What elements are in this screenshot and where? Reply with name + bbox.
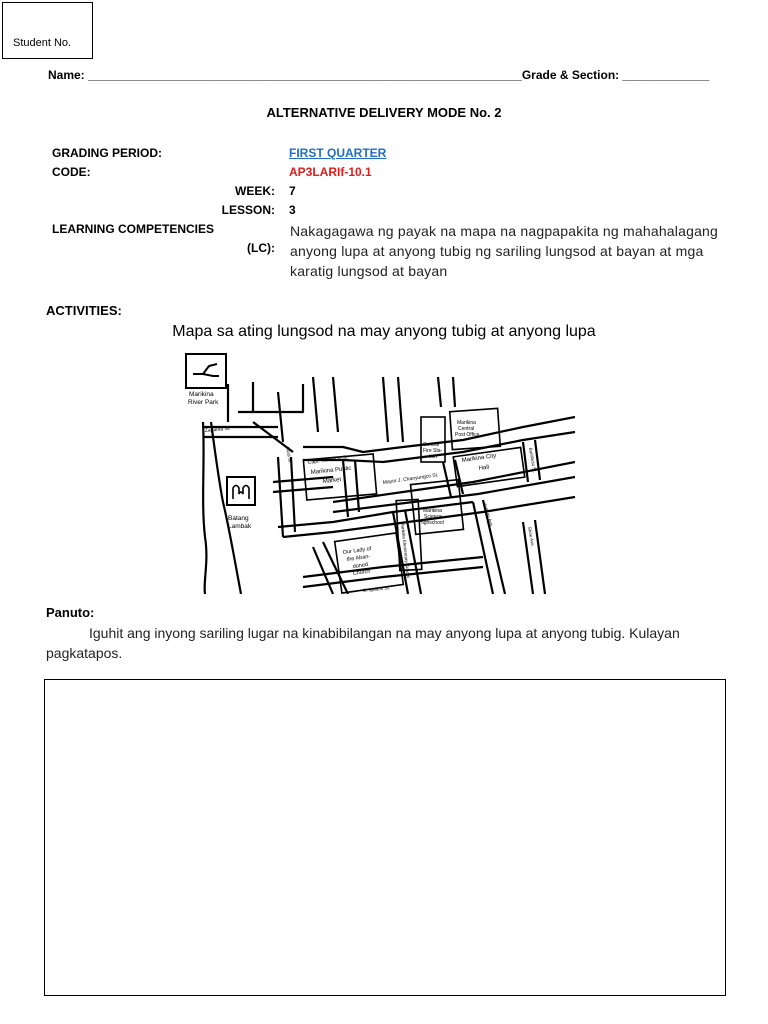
student-number-label: Student No. bbox=[13, 37, 72, 49]
river-park-label-2: River Park bbox=[188, 399, 219, 406]
science-hs-label-2: Science bbox=[424, 514, 442, 520]
valley-icon bbox=[227, 477, 255, 505]
lesson-value: 3 bbox=[289, 203, 296, 217]
fire-station-label-1: Central bbox=[423, 442, 440, 448]
market-label-2: Market bbox=[322, 477, 342, 485]
fire-station-label-3: tion bbox=[429, 454, 438, 460]
river-park-label-1: Marikina bbox=[189, 391, 214, 398]
lc-label: LEARNING COMPETENCIES bbox=[52, 222, 215, 236]
post-office-label-1: Marikina bbox=[457, 420, 476, 426]
street-rizal: Rizal St. bbox=[285, 446, 293, 464]
fire-station-label-2: Fire Sta- bbox=[423, 448, 443, 454]
church-label-2: the Aban- bbox=[346, 553, 371, 563]
map-title: Mapa sa ating lungsod na may anyong tubig at anyong lupa bbox=[172, 323, 596, 340]
activities-heading: ACTIVITIES: bbox=[46, 303, 122, 318]
name-grade-section-line: Name: _________________________________________________________________Grade & Section: _____________ bbox=[48, 68, 710, 82]
city-hall-label-2: Hall bbox=[478, 464, 490, 472]
code-value: AP3LARIf-10.1 bbox=[289, 165, 372, 179]
street-ignacio: G. Ignacio St. bbox=[362, 585, 391, 593]
panuto-heading: Panuto: bbox=[46, 605, 95, 620]
city-map-illustration bbox=[183, 352, 575, 594]
post-office-label-3: Post Office bbox=[455, 432, 480, 438]
street-tanada: Tañada Ave. bbox=[482, 502, 495, 528]
elem-school-label: Marikina Elementary School bbox=[400, 521, 411, 578]
science-hs-label-1: Marikina bbox=[423, 508, 442, 514]
city-hall-label-1: Marikina City bbox=[461, 453, 497, 464]
street-shoe: Shoe Ave. bbox=[527, 526, 536, 548]
grading-period-label: GRADING PERIOD: bbox=[52, 146, 163, 160]
student-number-box[interactable] bbox=[2, 2, 93, 59]
street-bonifacio: Bonifacio St. bbox=[528, 447, 538, 474]
lesson-label: LESSON: bbox=[221, 203, 275, 217]
lc-label-abbrev: (LC): bbox=[247, 241, 275, 255]
week-label: WEEK: bbox=[235, 184, 275, 198]
church-label-4: Church bbox=[352, 568, 371, 577]
river-park-icon bbox=[186, 354, 226, 388]
post-office-label-2: Central bbox=[458, 426, 475, 432]
lambak-label-1: Batang bbox=[228, 515, 249, 522]
page-title: ALTERNATIVE DELIVERY MODE No. 2 bbox=[266, 105, 502, 120]
street-chanyungco: Mayor J. Chanyungco St. bbox=[382, 472, 439, 486]
week-value: 7 bbox=[289, 184, 296, 198]
code-label: CODE: bbox=[52, 165, 91, 179]
lc-description: Nakagagawa ng payak na mapa na nagpapakita ng mahahalagang anyong lupa at anyong tubig ng sariling lungsod at bayan at mga karatig lungsod at bayan bbox=[290, 223, 719, 279]
street-venancio: Capt. Venancio St. bbox=[307, 454, 350, 466]
instruction-text: Iguhit ang inyong sariling lugar na kinabibilangan na may anyong lupa at anyong tubig. Kulayan pagkatapos. bbox=[46, 625, 680, 661]
market-label-1: Marikina Public bbox=[310, 465, 352, 476]
church-label-1: Our Lady of bbox=[342, 546, 372, 556]
river-bank bbox=[203, 422, 206, 594]
street-zapanta: Zapanta St. bbox=[204, 425, 231, 434]
drawing-area[interactable] bbox=[44, 679, 726, 996]
science-hs-label-3: Highschool bbox=[419, 520, 444, 526]
lambak-label-2: Lambak bbox=[228, 523, 252, 530]
grading-period-link[interactable]: FIRST QUARTER bbox=[289, 146, 387, 160]
church-label-3: doned bbox=[352, 561, 369, 570]
